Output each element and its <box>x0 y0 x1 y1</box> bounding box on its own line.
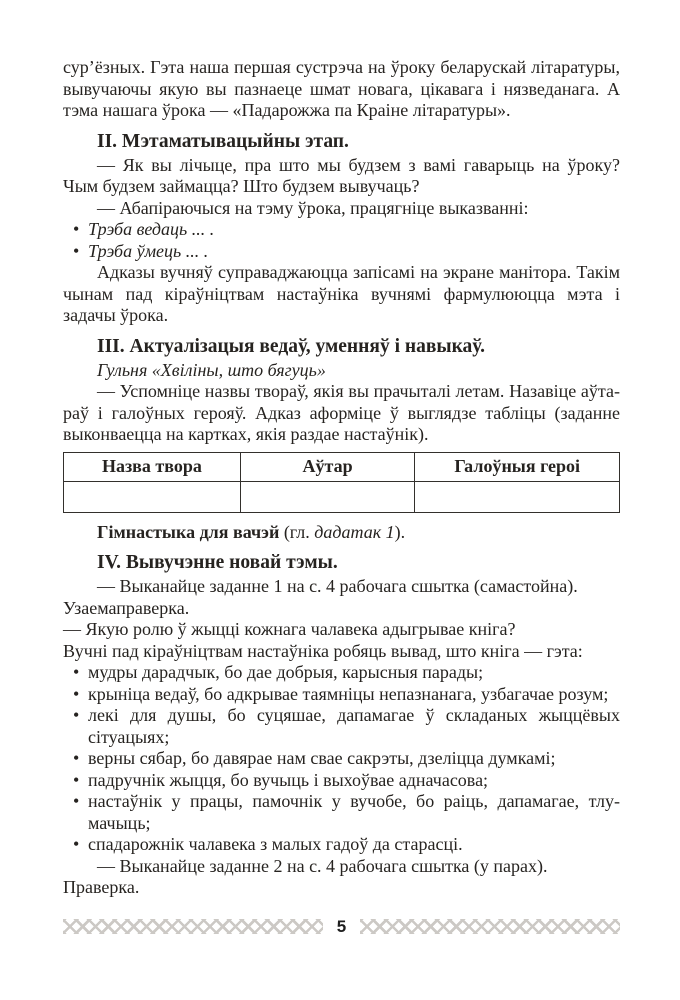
paragraph-instruction-1: — Абапіраючыся на тэму ўрока, працягніце выказванні: <box>97 197 529 218</box>
list-item <box>63 241 620 263</box>
intro-paragraph: сур’ёзных. Гэта наша першая сустрэча на ўроку беларускай літаратуры, вывучаючы якую вы пазнаеце шмат новага, цікавага і нязведанага. А тэма нашага ўрока — «Падарожжа па Краіне літаратуры». <box>63 57 620 120</box>
table-empty-cell <box>64 481 241 512</box>
list-item-text: настаўнік у працы, памочнік у вучобе, бо раіць, дапамагае, тлумачыць; <box>88 791 620 833</box>
section-heading-3: III. Актуалізацыя ведаў, уменняў і навыкаў. <box>97 335 485 357</box>
lattice-ornament-left <box>63 919 323 934</box>
bullet-icon: • <box>73 748 80 768</box>
paragraph-task-2: — Выканайце заданне 2 на с. 4 рабочага сшытка (у парах). <box>97 855 548 876</box>
table-row <box>64 481 620 512</box>
bullet-icon: • <box>73 240 80 261</box>
list-item-text: верны сябар, бо давярае нам свае сакрэты, дзеліцца думкамі; <box>88 748 556 768</box>
game-title-line: Гульня «Хвіліны, што бягуць» <box>97 359 326 380</box>
bullet-icon: • <box>73 219 80 239</box>
gym-pre-text: (гл. <box>279 521 315 542</box>
list-item-text: крыніца ведаў, бо адкрывае таямніцы непазнанага, узбагачае розум; <box>88 683 609 704</box>
list-item-text: Трэба ўмець ... . <box>88 240 209 261</box>
bullet-icon: • <box>73 769 80 790</box>
paragraph-task-table: — Успомніце назвы твораў, якія вы прачыталі летам. Назавіце аўтараў і галоўных герояў. Адказ аформіце ў выглядзе табліцы (заданне выконваецца на картках, якія раздае настаўнік). <box>63 381 620 444</box>
list-item-text: лекі для душы, бо суцяшае, дапамагае ў складаных жыццёвых сітуацыях; <box>88 705 620 747</box>
paragraph-task-1: — Выканайце заданне 1 на с. 4 рабочага сшытка (самастойна). <box>97 576 578 596</box>
paragraph-peer-check: Узаемаправерка. <box>63 597 190 618</box>
section-heading-2: II. Мэтаматывацыйны этап. <box>97 130 349 152</box>
bullet-icon: • <box>73 705 80 725</box>
kniga-bullet-list <box>63 662 620 856</box>
page-footer <box>63 919 620 934</box>
gym-italic-ref: дадатак 1 <box>314 521 395 542</box>
list-item-text: Трэба ведаць ... . <box>88 219 215 239</box>
page-number: 5 <box>336 917 347 936</box>
table-header-row <box>64 452 620 481</box>
list-item <box>63 748 620 770</box>
list-item-text: спадарожнік чалавека з малых гадоў да старасці. <box>88 834 463 854</box>
list-item <box>63 791 620 834</box>
works-table <box>63 452 620 513</box>
bullet-icon: • <box>73 662 80 682</box>
list-item <box>63 834 620 856</box>
list-item <box>63 662 620 684</box>
section-heading-4: IV. Вывучэнне новай тэмы. <box>97 552 338 573</box>
paragraph-check: Праверка. <box>63 877 140 897</box>
bullet-icon: • <box>73 791 80 811</box>
paragraph-question-1: — Як вы лічыце, пра што мы будзем з вамі гаварыць на ўроку? Чым будзем займацца? Што будзем вывучаць? <box>63 154 620 196</box>
lattice-ornament-right <box>360 919 620 934</box>
gym-bold-text: Гімнастыка для вачэй <box>97 521 280 542</box>
table-empty-cell <box>415 481 620 512</box>
paragraph-teacher-note: Адказы вучняў суправаджаюцца запісамі на экране манітора. Такім чынам пад кіраўніцтвам настаўніка вучнямі фармулююцца мэта і задачы ўрока. <box>63 262 620 325</box>
list-item-text: мудры дарадчык, бо дае добрыя, карысныя парады; <box>88 662 484 682</box>
table-empty-cell <box>240 481 415 512</box>
list-item <box>63 705 620 748</box>
gym-line <box>63 522 620 544</box>
gym-post-text: ). <box>394 521 406 542</box>
list-item <box>63 684 620 706</box>
list-item <box>63 770 620 792</box>
table-header-author: Аўтар <box>240 452 415 481</box>
table-header-title: Назва твора <box>64 452 241 481</box>
paragraph-conclusion-lead: Вучні пад кіраўніцтвам настаўніка робяць вывад, што кніга — гэта: <box>63 640 583 661</box>
list-item-text: падручнік жыцця, бо вучыць і выхоўвае адначасова; <box>88 769 489 790</box>
list-item <box>63 219 620 241</box>
treba-bullet-list <box>63 219 620 262</box>
table-header-heroes: Галоўныя героі <box>415 452 620 481</box>
paragraph-question-book: — Якую ролю ў жыцці кожнага чалавека адыгрывае кніга? <box>63 619 516 639</box>
bullet-icon: • <box>73 834 80 854</box>
bullet-icon: • <box>73 683 80 704</box>
